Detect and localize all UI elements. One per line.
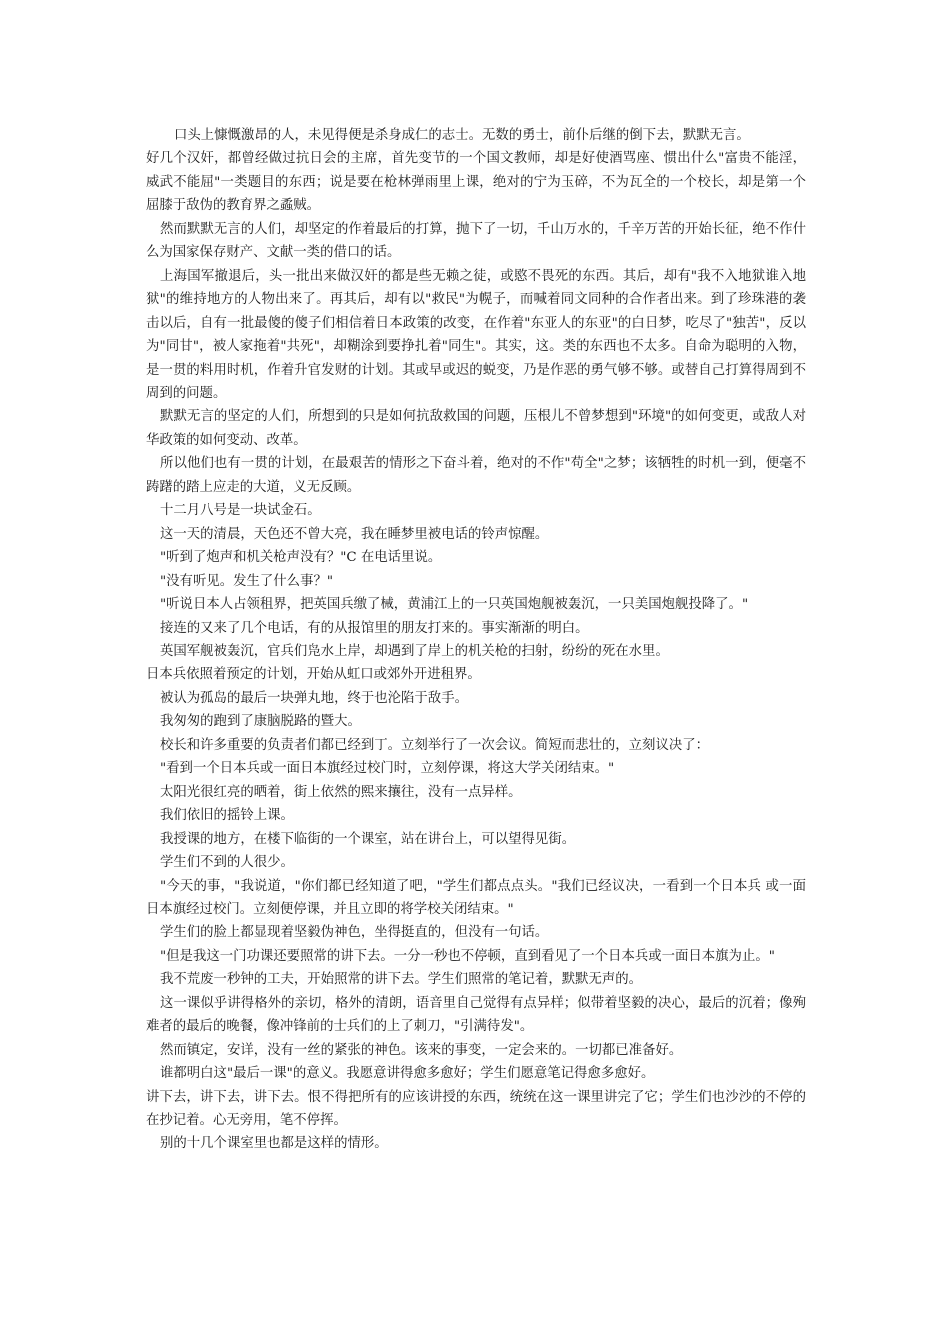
paragraph: 好几个汉奸，都曾经做过抗日会的主席，首先变节的一个国文教师，却是好使酒骂座、惯出什么"富贵不能淫，威武不能屈"一类题目的东西；说是要在枪林弹雨里上课，绝对的宁为玉碎，不为瓦全的一个校长，却是第一个屈膝于敌伪的教育界之蟊贼。 (146, 151, 806, 214)
paragraph: 这一天的清晨，天色还不曾大亮，我在睡梦里被电话的铃声惊醒。 (160, 526, 549, 542)
paragraph: 学生们不到的人很少。 (160, 855, 294, 871)
paragraph: "看到一个日本兵或一面日本旗经过校门时，立刻停课，将这大学关闭结束。" (160, 761, 615, 777)
paragraph: "没有听见。发生了什么事？" (160, 573, 334, 589)
paragraph: "听到了炮声和机关枪声没有？"C 在电话里说。 (160, 550, 442, 566)
paragraph: 学生们的脸上都显现着坚毅伪神色，坐得挺直的，但没有一句话。 (160, 925, 549, 941)
paragraph: 我不荒废一秒钟的工夫，开始照常的讲下去。学生们照常的笔记着，默默无声的。 (160, 972, 643, 988)
paragraph: "今天的事，"我说道，"你们都已经知道了吧，"学生们都点点头。"我们已经议决，一看到一个日本兵 或一面日本旗经过校门。立刻便停课，并且立即的将学校关闭结束。" (146, 878, 806, 917)
paragraph: 接连的又来了几个电话，有的从报馆里的朋友打来的。事实渐渐的明白。 (160, 620, 589, 636)
article-body (146, 124, 806, 1156)
paragraph: 被认为孤岛的最后一块弹丸地，终于也沦陷于敌手。 (160, 690, 468, 706)
paragraph: "听说日本人占领租界，把英国兵缴了械，黄浦江上的一只英国炮舰被轰沉，一只美国炮舰投降了。" (160, 597, 749, 613)
paragraph: 别的十几个课室里也都是这样的情形。 (160, 1136, 388, 1152)
paragraph: 日本兵依照着预定的计划，开始从虹口或郊外开进租界。 (146, 667, 481, 683)
paragraph: 校长和许多重要的负责者们都已经到丁。立刻举行了一次会议。简短而悲壮的，立刻议决了： (160, 737, 710, 753)
paragraph: 英国军舰被轰沉，官兵们凫水上岸，却遇到了岸上的机关枪的扫射，纷纷的死在水里。 (160, 643, 669, 659)
paragraph: 十二月八号是一块试金石。 (160, 503, 321, 519)
paragraph: 所以他们也有一贯的计划，在最艰苦的情形之下奋斗着，绝对的不作"苟全"之梦；该牺牲的时机一到，便毫不踌躇的踏上应走的大道，义无反顾。 (146, 456, 806, 495)
paragraph: 这一课似乎讲得格外的亲切，格外的清朗，语音里自己觉得有点异样；似带着坚毅的决心，最后的沉着；像殉难者的最后的晚餐，像冲锋前的士兵们的上了刺刀，"引满待发"。 (146, 995, 806, 1035)
paragraph: 默默无言的坚定的人们，所想到的只是如何抗敌救国的问题，压根儿不曾梦想到"环境"的如何变更，或敌人对华政策的如何变动、改革。 (146, 409, 806, 448)
paragraph: 然而默默无言的人们，却坚定的作着最后的打算，抛下了一切，千山万水的，千辛万苦的开始长征，绝不作什么为国家保存财产、文献一类的借口的话。 (146, 221, 806, 261)
paragraph: "但是我这一门功课还要照常的讲下去。一分一秒也不停顿，直到看见了一个日本兵或一面日本旗为止。" (160, 948, 775, 964)
paragraph: 太阳光很红亮的晒着，街上依然的熙来攘往，没有一点异样。 (160, 784, 522, 800)
paragraph: 谁都明白这"最后一课"的意义。我愿意讲得愈多愈好；学生们愿意笔记得愈多愈好。 (160, 1066, 655, 1082)
paragraph: 讲下去，讲下去，讲下去。恨不得把所有的应该讲授的东西，统统在这一课里讲完了它；学生们也沙沙的不停的在抄记着。心无旁用，笔不停挥。 (146, 1089, 806, 1129)
paragraph: 口头上慷慨激昂的人，未见得便是杀身成仁的志士。无数的勇士，前仆后继的倒下去，默默无言。 (174, 128, 750, 143)
paragraph: 然而镇定，安详，没有一丝的紧张的神色。该来的事变，一定会来的。一切都已准备好。 (160, 1042, 683, 1058)
paragraph: 我们依旧的摇铃上课。 (160, 808, 294, 824)
paragraph: 我匆匆的跑到了康脑脱路的暨大。 (160, 714, 361, 730)
paragraph: 上海国军撤退后，头一批出来做汉奸的都是些无赖之徒，或愍不畏死的东西。其后，却有"我不入地狱谁入地狱"的维持地方的人物出来了。再其后，却有以"救民"为幌子，而喊着同文同种的合作者出来。到了珍珠港的袭击以后，自有一批最傻的傻子们相信着日本政策的改变，在作着"东亚人的东亚"的白日梦，吃尽了"独苦"，反以为"同甘"，被人家拖着"共死"，却糊涂到要挣扎着"同生"。其实，这。类的东西也不太多。自命为聪明的入物，是一贯的料用时机，作着升官发财的计划。其或早或迟的蜕变，乃是作恶的勇气够不够。或替自己打算得周到不周到的问题。 (146, 268, 806, 401)
paragraph: 我授课的地方，在楼下临街的一个课室，站在讲台上，可以望得见街。 (160, 831, 576, 847)
